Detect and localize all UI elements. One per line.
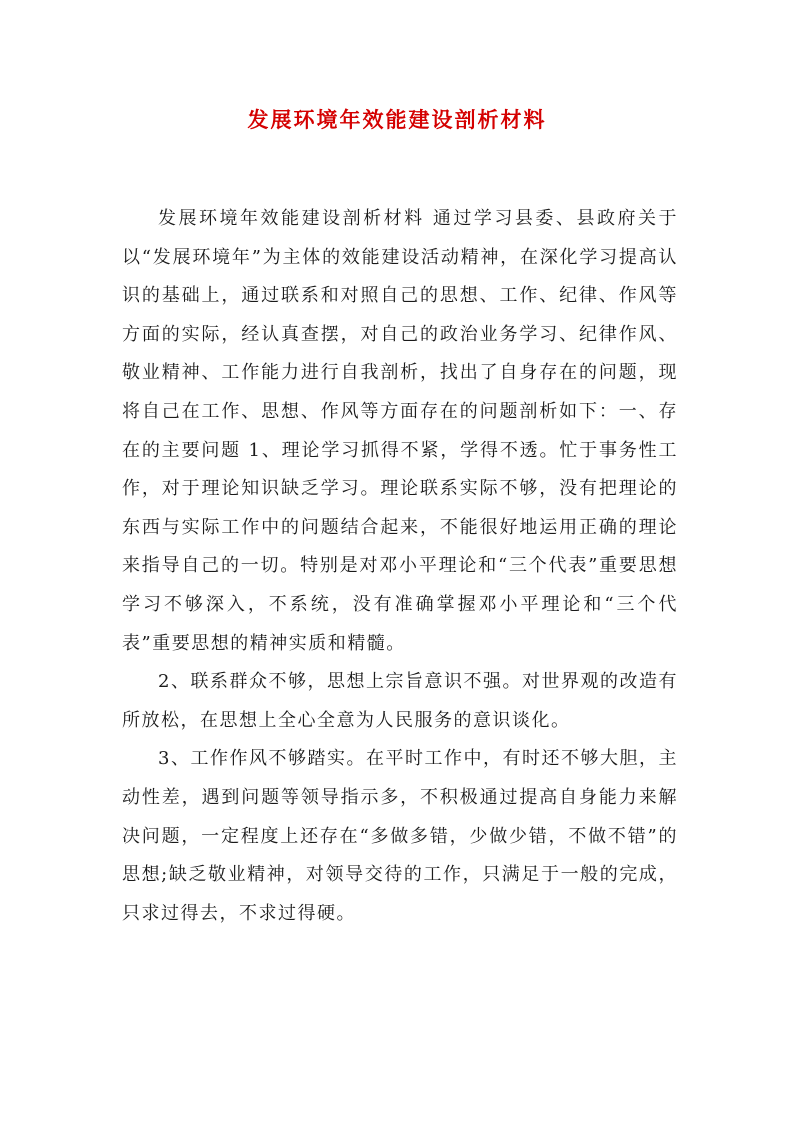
paragraph-item-3: 3、工作作风不够踏实。在平时工作中，有时还不够大胆，主动性差，遇到问题等领导指示多，不积极通过提高自身能力来解决问题，一定程度上还存在“多做多错，少做少错，不做不错”的思想;缺乏敬业精神，对领导交待的工作，只满足于一般的完成，只求过得去，不求过得硬。 [122, 748, 678, 924]
paragraph-item-2: 2、联系群众不够，思想上宗旨意识不强。对世界观的改造有所放松，在思想上全心全意为人民服务的意识谈化。 [122, 671, 678, 731]
document-title: 发展环境年效能建设剖析材料 [247, 108, 547, 132]
document-body [122, 200, 678, 933]
paragraph-intro: 发展环境年效能建设剖析材料 通过学习县委、县政府关于以“发展环境年”为主体的效能建设活动精神，在深化学习提高认识的基础上，通过联系和对照自己的思想、工作、纪律、作风等方面的实际，经认真查摆，对自己的政治业务学习、纪律作风、敬业精神、工作能力进行自我剖析，找出了自身存在的问题，现将自己在工作、思想、作风等方面存在的问题剖析如下：一、存在的主要问题 1、理论学习抓得不紧，学得不透。忙于事务性工作，对于理论知识缺乏学习。理论联系实际不够，没有把理论的东西与实际工作中的问题结合起来，不能很好地运用正确的理论来指导自己的一切。特别是对邓小平理论和“三个代表”重要思想学习不够深入，不系统，没有准确掌握邓小平理论和“三个代表”重要思想的精神实质和精髓。 [122, 208, 678, 654]
